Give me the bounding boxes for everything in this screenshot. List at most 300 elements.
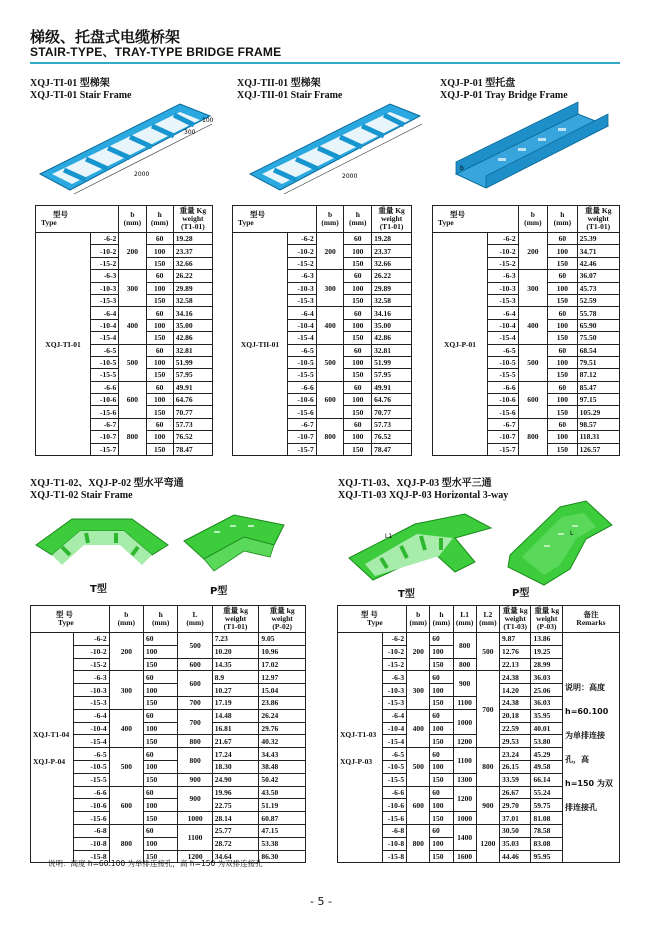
height-h: 100 — [344, 394, 372, 406]
weight-p: 36.03 — [531, 671, 563, 684]
weight-value: 35.00 — [372, 319, 412, 331]
model-suffix: -15-6 — [91, 406, 119, 418]
weight-value: 79.51 — [577, 356, 619, 368]
weight-p: 36.03 — [531, 696, 563, 709]
model-suffix: -10-4 — [74, 722, 110, 735]
weight-t: 23.24 — [499, 748, 530, 761]
model-suffix: -6-6 — [91, 381, 119, 393]
model-suffix: -6-2 — [383, 633, 407, 646]
length-l: 900 — [178, 773, 212, 786]
header-h — [146, 206, 173, 233]
header-b — [316, 206, 344, 233]
height-h: 60 — [146, 381, 173, 393]
height-h: 60 — [430, 786, 453, 799]
header-weight-model: (P-03) — [536, 622, 557, 631]
table-3way — [337, 605, 620, 863]
weight-value: 32.81 — [372, 344, 412, 356]
header-weight-en: weight — [504, 614, 526, 623]
length-l1: 1400 — [453, 824, 476, 850]
height-h: 100 — [548, 431, 578, 443]
height-h: 100 — [430, 645, 453, 658]
header-h-unit: (mm) — [553, 218, 572, 227]
width-b: 600 — [119, 381, 146, 418]
page-title-en: STAIR-TYPE、TRAY-TYPE BRIDGE FRAME — [30, 45, 282, 59]
width-b: 200 — [119, 233, 146, 270]
weight-t: 8.9 — [212, 671, 259, 684]
model-suffix: -6-6 — [74, 786, 110, 799]
caption-tii01-en: XQJ-TII-01 Stair Frame — [237, 90, 343, 101]
weight-value: 19.28 — [173, 233, 212, 245]
height-h: 150 — [548, 332, 578, 344]
length-l1: 1600 — [453, 850, 476, 863]
weight-t: 29.70 — [499, 799, 530, 812]
height-h: 150 — [344, 369, 372, 381]
weight-value: 26.22 — [173, 270, 212, 282]
header-l-label: L — [192, 610, 198, 619]
weight-value: 35.00 — [173, 319, 212, 331]
model-suffix: -10-5 — [91, 356, 119, 368]
weight-t: 24.38 — [499, 671, 530, 684]
header-type-en: Type — [367, 618, 383, 627]
height-h: 100 — [430, 837, 453, 850]
header-weight-model: (T1-01) — [379, 222, 404, 231]
table-header-row — [31, 606, 306, 633]
header-remarks — [563, 606, 620, 633]
weight-p: 10.96 — [259, 645, 306, 658]
model-suffix: -15-3 — [91, 294, 119, 306]
model-suffix: -15-4 — [91, 332, 119, 344]
model-suffix: -10-4 — [383, 722, 407, 735]
weight-value: 32.81 — [173, 344, 212, 356]
length-l: 700 — [178, 696, 212, 709]
height-h: 150 — [144, 773, 178, 786]
weight-value: 64.76 — [173, 394, 212, 406]
model-suffix: -10-3 — [488, 282, 519, 294]
header-h-label: h — [560, 210, 565, 219]
weight-value: 26.22 — [372, 270, 412, 282]
height-h: 100 — [144, 799, 178, 812]
header-h-label: h — [439, 610, 444, 619]
header-b-unit: (mm) — [409, 618, 427, 627]
height-h: 150 — [548, 257, 578, 269]
dim-b: b — [460, 165, 464, 172]
caption-3way-cn: XQJ-T1-03、XQJ-P-03 型水平三通 — [338, 478, 492, 489]
model-suffix: -10-6 — [288, 394, 317, 406]
height-h: 150 — [548, 443, 578, 455]
weight-t: 18.30 — [212, 760, 259, 773]
model-suffix: -10-3 — [74, 684, 110, 697]
page-number: - 5 - — [310, 895, 332, 908]
header-model-cn: 型号 — [250, 210, 265, 219]
width-b: 600 — [109, 786, 143, 824]
table-bend-note: 说明：高度 h=60.100 为单排连接孔，高 h=150 为双排连接孔 — [48, 859, 263, 868]
width-b: 400 — [316, 307, 344, 344]
model-suffix: -10-5 — [383, 760, 407, 773]
weight-value: 98.57 — [577, 418, 619, 430]
three-way-p-figure — [500, 495, 620, 590]
model-suffix: -10-3 — [91, 282, 119, 294]
model-suffix: -10-6 — [488, 394, 519, 406]
table-type-name — [31, 633, 74, 863]
weight-t: 22.75 — [212, 799, 259, 812]
weight-p: 26.24 — [259, 709, 306, 722]
model-suffix: -10-6 — [91, 394, 119, 406]
model-suffix: -6-4 — [91, 307, 119, 319]
page-title-cn: 梯级、托盘式电缆桥架 — [30, 28, 181, 46]
height-h: 100 — [548, 282, 578, 294]
header-type-en: Type — [41, 218, 57, 227]
weight-value: 32.66 — [372, 257, 412, 269]
height-h: 100 — [144, 722, 178, 735]
model-suffix: -15-4 — [288, 332, 317, 344]
header-weight-cn: 重量 kg — [502, 606, 528, 615]
height-h: 100 — [146, 356, 173, 368]
length-l: 1100 — [178, 824, 212, 850]
weight-value: 57.95 — [372, 369, 412, 381]
height-h: 100 — [146, 245, 173, 257]
height-h: 150 — [344, 332, 372, 344]
header-h-unit: (mm) — [349, 218, 367, 227]
weight-t: 28.72 — [212, 837, 259, 850]
model-suffix: -15-6 — [74, 812, 110, 825]
header-b — [119, 206, 146, 233]
weight-t: 14.20 — [499, 684, 530, 697]
length-l1: 1000 — [453, 709, 476, 735]
height-h: 100 — [430, 799, 453, 812]
weight-p: 47.15 — [259, 824, 306, 837]
height-h: 60 — [548, 344, 578, 356]
header-h — [430, 606, 453, 633]
model-suffix: -15-4 — [488, 332, 519, 344]
type-name-t: XQJ-T1-03 — [340, 729, 377, 739]
weight-t: 26.15 — [499, 760, 530, 773]
weight-p: 45.29 — [531, 748, 563, 761]
table-type-name: XQJ-TII-01 — [233, 233, 288, 456]
height-h: 60 — [430, 748, 453, 761]
header-weight-cn: 重量 Kg — [378, 206, 405, 215]
weight-t: 37.01 — [499, 812, 530, 825]
width-b: 400 — [518, 307, 548, 344]
height-h: 60 — [430, 824, 453, 837]
height-h: 60 — [146, 307, 173, 319]
length-l1: 1100 — [453, 696, 476, 709]
header-b — [407, 606, 430, 633]
model-suffix: -15-8 — [74, 850, 110, 863]
header-b-label: b — [124, 610, 129, 619]
header-b-label: b — [327, 210, 333, 219]
model-suffix: -6-3 — [488, 270, 519, 282]
table-header-row — [36, 206, 213, 233]
weight-t: 17.24 — [212, 748, 259, 761]
length-l1: 1200 — [453, 786, 476, 812]
model-suffix: -6-3 — [288, 270, 317, 282]
length-l: 1200 — [178, 850, 212, 863]
model-suffix: -6-5 — [74, 748, 110, 761]
weight-t: 22.13 — [499, 658, 530, 671]
weight-p: 53.38 — [259, 837, 306, 850]
header-type-en: Type — [238, 218, 254, 227]
weight-t: 44.46 — [499, 850, 530, 863]
type-name-t: XQJ-T1-04 — [33, 729, 70, 739]
weight-t: 21.67 — [212, 735, 259, 748]
header-type-en: Type — [58, 618, 74, 627]
height-h: 150 — [144, 696, 178, 709]
header-model — [31, 606, 110, 633]
length-l1: 1000 — [453, 812, 476, 825]
header-b-label: b — [530, 210, 535, 219]
model-suffix: -10-2 — [488, 245, 519, 257]
header-remarks-en: Remarks — [576, 618, 606, 627]
dim-l: L — [570, 530, 574, 537]
weight-p: 9.05 — [259, 633, 306, 646]
header-l-unit: (mm) — [186, 618, 204, 627]
height-h: 60 — [344, 233, 372, 245]
weight-t: 12.76 — [499, 645, 530, 658]
model-suffix: -6-2 — [288, 233, 317, 245]
header-weight-en: weight — [587, 214, 609, 223]
weight-p: 66.14 — [531, 773, 563, 786]
weight-value: 25.39 — [577, 233, 619, 245]
model-suffix: -10-8 — [383, 837, 407, 850]
weight-value: 34.16 — [173, 307, 212, 319]
caption-3way — [338, 478, 508, 502]
header-weight-p — [259, 606, 306, 633]
weight-t: 9.87 — [499, 633, 530, 646]
model-suffix: -6-7 — [91, 418, 119, 430]
weight-value: 64.76 — [372, 394, 412, 406]
height-h: 100 — [548, 394, 578, 406]
model-suffix: -10-6 — [383, 799, 407, 812]
header-h-label: h — [158, 610, 163, 619]
model-suffix: -10-7 — [488, 431, 519, 443]
header-weight — [372, 206, 412, 233]
model-suffix: -6-2 — [488, 233, 519, 245]
height-h: 150 — [344, 443, 372, 455]
weight-p: 81.08 — [531, 812, 563, 825]
weight-value: 70.77 — [372, 406, 412, 418]
width-b: 800 — [119, 418, 146, 455]
weight-value: 68.54 — [577, 344, 619, 356]
header-weight-en: weight — [182, 214, 204, 223]
table-header-row — [233, 206, 412, 233]
height-h: 60 — [144, 633, 178, 646]
model-suffix: -10-4 — [91, 319, 119, 331]
weight-p: 34.43 — [259, 748, 306, 761]
length-l: 900 — [178, 786, 212, 812]
model-suffix: -15-5 — [74, 773, 110, 786]
weight-value: 105.29 — [577, 406, 619, 418]
weight-p: 40.32 — [259, 735, 306, 748]
model-suffix: -15-2 — [74, 658, 110, 671]
height-h: 60 — [146, 233, 173, 245]
width-b: 400 — [109, 709, 143, 747]
caption-bend-en: XQJ-T1-02 Stair Frame — [30, 490, 133, 501]
header-h — [548, 206, 578, 233]
length-l2: 700 — [476, 671, 499, 748]
height-h: 100 — [144, 837, 178, 850]
model-suffix: -6-5 — [383, 748, 407, 761]
height-h: 60 — [344, 270, 372, 282]
weight-t: 30.50 — [499, 824, 530, 837]
width-b: 400 — [407, 709, 430, 747]
weight-t: 33.59 — [499, 773, 530, 786]
weight-value: 70.77 — [173, 406, 212, 418]
weight-value: 32.66 — [173, 257, 212, 269]
length-l1: 1100 — [453, 748, 476, 774]
width-b: 800 — [407, 824, 430, 862]
weight-t: 14.48 — [212, 709, 259, 722]
width-b: 400 — [119, 307, 146, 344]
length-l: 1000 — [178, 812, 212, 825]
table-row — [36, 233, 213, 245]
weight-p: 78.58 — [531, 824, 563, 837]
dim-100: 100 — [202, 117, 214, 124]
height-h: 150 — [146, 257, 173, 269]
label-p-type-bend: P型 — [210, 586, 228, 597]
weight-value: 29.89 — [372, 282, 412, 294]
model-suffix: -6-6 — [383, 786, 407, 799]
height-h: 100 — [344, 245, 372, 257]
weight-t: 35.03 — [499, 837, 530, 850]
header-weight-en: weight — [271, 614, 293, 623]
model-suffix: -15-2 — [91, 257, 119, 269]
height-h: 100 — [344, 356, 372, 368]
height-h: 60 — [144, 709, 178, 722]
height-h: 60 — [144, 786, 178, 799]
header-weight-en: weight — [380, 214, 403, 223]
model-suffix: -6-6 — [288, 381, 317, 393]
weight-p: 83.08 — [531, 837, 563, 850]
width-b: 300 — [109, 671, 143, 709]
weight-value: 29.89 — [173, 282, 212, 294]
model-suffix: -10-3 — [288, 282, 317, 294]
height-h: 150 — [430, 658, 453, 671]
model-suffix: -10-7 — [288, 431, 317, 443]
weight-t: 16.81 — [212, 722, 259, 735]
header-b — [518, 206, 548, 233]
weight-value: 87.12 — [577, 369, 619, 381]
header-h-label: h — [355, 210, 360, 219]
header-weight-cn: 重量 kg — [269, 606, 295, 615]
caption-p01-cn: XQJ-P-01 型托盘 — [440, 78, 516, 89]
weight-t: 26.67 — [499, 786, 530, 799]
model-suffix: -10-5 — [488, 356, 519, 368]
header-model-cn: 型号 — [53, 210, 68, 219]
weight-p: 38.48 — [259, 760, 306, 773]
horizontal-bend-t-figure — [32, 505, 172, 580]
model-suffix: -10-8 — [74, 837, 110, 850]
weight-p: 25.06 — [531, 684, 563, 697]
height-h: 150 — [430, 812, 453, 825]
model-suffix: -10-4 — [288, 319, 317, 331]
header-weight-model: (T1-01) — [586, 222, 611, 231]
length-l2: 800 — [476, 748, 499, 786]
length-l1: 900 — [453, 671, 476, 697]
model-suffix: -10-3 — [383, 684, 407, 697]
table-header-row — [338, 606, 620, 633]
model-suffix: -10-2 — [383, 645, 407, 658]
width-b: 500 — [316, 344, 344, 381]
model-suffix: -6-2 — [91, 233, 119, 245]
header-l2 — [476, 606, 499, 633]
width-b: 800 — [518, 418, 548, 455]
table-row — [31, 633, 306, 646]
height-h: 150 — [430, 735, 453, 748]
weight-value: 51.99 — [173, 356, 212, 368]
height-h: 60 — [344, 418, 372, 430]
model-suffix: -6-8 — [383, 824, 407, 837]
horizontal-bend-p-figure — [174, 505, 294, 580]
weight-value: 75.50 — [577, 332, 619, 344]
table-row — [338, 633, 620, 646]
header-remarks-cn: 备注 — [583, 610, 599, 619]
height-h: 60 — [344, 381, 372, 393]
model-suffix: -15-4 — [74, 735, 110, 748]
height-h: 100 — [430, 722, 453, 735]
caption-ti01-cn: XQJ-TI-01 型梯架 — [30, 78, 110, 89]
model-suffix: -10-5 — [288, 356, 317, 368]
weight-t: 24.90 — [212, 773, 259, 786]
weight-value: 97.15 — [577, 394, 619, 406]
model-suffix: -6-5 — [488, 344, 519, 356]
width-b: 200 — [109, 633, 143, 671]
weight-value: 118.31 — [577, 431, 619, 443]
header-b-unit: (mm) — [524, 218, 542, 227]
header-b-label: b — [130, 210, 135, 219]
model-suffix: -15-6 — [383, 812, 407, 825]
weight-t: 19.96 — [212, 786, 259, 799]
height-h: 60 — [548, 418, 578, 430]
height-h: 100 — [146, 319, 173, 331]
table-p01 — [432, 205, 620, 456]
height-h: 60 — [548, 381, 578, 393]
header-h-unit: (mm) — [432, 618, 451, 627]
header-b — [109, 606, 143, 633]
label-p-type-3way: P型 — [512, 588, 530, 599]
height-h: 60 — [548, 270, 578, 282]
weight-t: 29.53 — [499, 735, 530, 748]
weight-value: 32.58 — [173, 294, 212, 306]
height-h: 60 — [430, 671, 453, 684]
length-l1: 800 — [453, 633, 476, 659]
table-row — [433, 233, 620, 245]
header-model — [233, 206, 317, 233]
width-b: 600 — [518, 381, 548, 418]
dim-2000: 2000 — [134, 171, 150, 178]
height-h: 100 — [430, 760, 453, 773]
weight-p: 40.01 — [531, 722, 563, 735]
three-way-t-figure — [345, 508, 495, 586]
height-h: 100 — [146, 282, 173, 294]
header-rule — [30, 62, 620, 64]
weight-value: 85.47 — [577, 381, 619, 393]
header-weight — [577, 206, 619, 233]
model-suffix: -15-3 — [74, 696, 110, 709]
weight-p: 15.04 — [259, 684, 306, 697]
weight-value: 34.16 — [372, 307, 412, 319]
weight-t: 34.64 — [212, 850, 259, 863]
width-b: 500 — [518, 344, 548, 381]
height-h: 150 — [146, 332, 173, 344]
weight-value: 19.28 — [372, 233, 412, 245]
model-suffix: -15-8 — [383, 850, 407, 863]
height-h: 150 — [430, 773, 453, 786]
caption-tii01 — [237, 78, 342, 102]
width-b: 300 — [316, 270, 344, 307]
length-l1: 1200 — [453, 735, 476, 748]
length-l: 500 — [178, 633, 212, 659]
model-suffix: -15-6 — [488, 406, 519, 418]
